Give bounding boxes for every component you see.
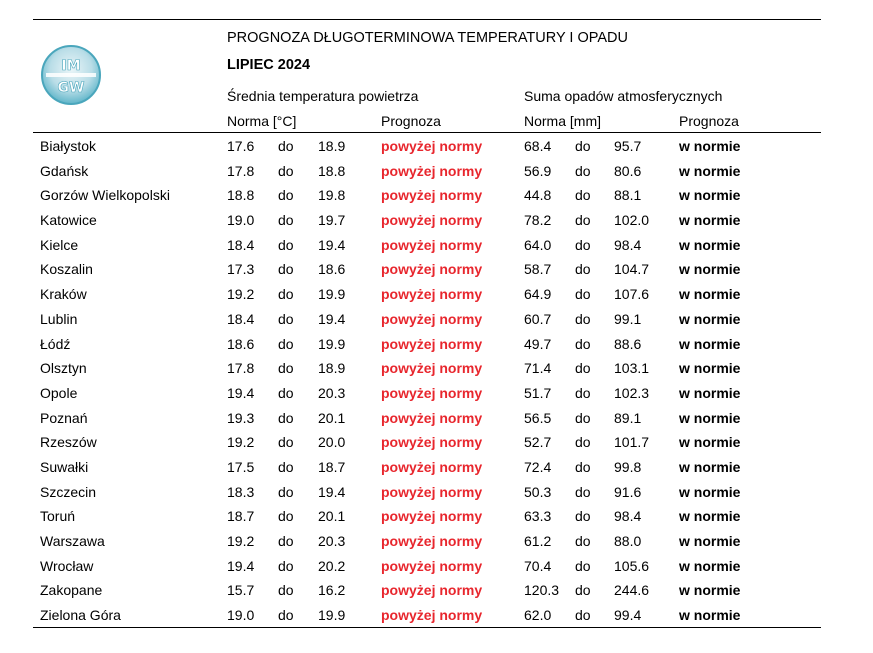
precipitation-norm-min: 49.7 — [524, 335, 552, 352]
temperature-norm-max: 19.9 — [318, 286, 346, 303]
precipitation-norm-header: Norma [mm] — [524, 113, 601, 129]
city-name: Suwałki — [40, 458, 89, 475]
temperature-norm-max: 19.4 — [318, 310, 346, 327]
precipitation-forecast: w normie — [679, 335, 741, 352]
temperature-range-separator: do — [278, 458, 294, 475]
table-row — [0, 283, 873, 308]
precipitation-norm-max: 98.4 — [614, 236, 642, 253]
temperature-norm-max: 20.3 — [318, 533, 346, 549]
precipitation-range-separator: do — [575, 557, 591, 574]
top-rule — [33, 19, 821, 20]
precipitation-range-separator: do — [575, 607, 591, 624]
precipitation-norm-min: 70.4 — [524, 557, 552, 574]
precipitation-range-separator: do — [575, 409, 591, 426]
precipitation-norm-min: 78.2 — [524, 212, 552, 229]
temperature-norm-min: 19.4 — [227, 557, 255, 574]
temperature-norm-max: 20.3 — [318, 384, 346, 401]
temperature-norm-min: 17.8 — [227, 360, 255, 377]
temperature-forecast: powyżej normy — [381, 409, 483, 426]
temperature-norm-min: 19.2 — [227, 533, 255, 549]
city-name: Rzeszów — [40, 434, 97, 451]
imgw-logo — [40, 44, 102, 106]
temperature-norm-min: 18.7 — [227, 508, 255, 525]
precipitation-norm-max: 89.1 — [614, 409, 642, 426]
temperature-norm-max: 19.4 — [318, 236, 346, 253]
temperature-forecast: powyżej normy — [381, 557, 483, 574]
precipitation-forecast: w normie — [679, 607, 741, 624]
precipitation-range-separator: do — [575, 335, 591, 352]
temperature-range-separator: do — [278, 335, 294, 352]
precipitation-norm-max: 99.8 — [614, 458, 642, 475]
precipitation-norm-max: 88.6 — [614, 335, 642, 352]
precipitation-norm-min: 61.2 — [524, 533, 552, 549]
temperature-range-separator: do — [278, 187, 294, 204]
table-row — [0, 184, 873, 209]
precipitation-norm-min: 44.8 — [524, 187, 552, 204]
precipitation-forecast: w normie — [679, 212, 741, 229]
temperature-range-separator: do — [278, 557, 294, 574]
temperature-norm-min: 18.4 — [227, 236, 255, 253]
precipitation-norm-max: 102.3 — [614, 384, 650, 401]
temperature-range-separator: do — [278, 236, 294, 253]
city-name: Łódź — [40, 335, 71, 352]
precipitation-range-separator: do — [575, 310, 591, 327]
city-name: Gorzów Wielkopolski — [40, 187, 170, 204]
temperature-range-separator: do — [278, 409, 294, 426]
bottom-rule — [33, 627, 821, 628]
temperature-forecast: powyżej normy — [381, 236, 483, 253]
temperature-range-separator: do — [278, 162, 294, 179]
temperature-forecast: powyżej normy — [381, 458, 483, 475]
precipitation-forecast: w normie — [679, 434, 741, 451]
temperature-range-separator: do — [278, 434, 294, 451]
temperature-norm-max: 16.2 — [318, 582, 346, 599]
precipitation-forecast: w normie — [679, 310, 741, 327]
temperature-norm-min: 19.2 — [227, 286, 255, 303]
temperature-forecast: powyżej normy — [381, 582, 483, 599]
precipitation-norm-max: 95.7 — [614, 138, 642, 154]
city-name: Opole — [40, 384, 78, 401]
precipitation-forecast: w normie — [679, 384, 741, 401]
temperature-norm-min: 18.6 — [227, 335, 255, 352]
table-row — [0, 209, 873, 234]
city-name: Olsztyn — [40, 360, 87, 377]
precipitation-group-header: Suma opadów atmosferycznych — [524, 88, 723, 104]
precipitation-norm-max: 99.1 — [614, 310, 642, 327]
city-name: Koszalin — [40, 261, 93, 278]
temperature-forecast: powyżej normy — [381, 508, 483, 525]
temperature-range-separator: do — [278, 286, 294, 303]
temperature-norm-max: 20.1 — [318, 409, 346, 426]
table-row — [0, 333, 873, 358]
precipitation-forecast: w normie — [679, 557, 741, 574]
precipitation-forecast: w normie — [679, 236, 741, 253]
temperature-forecast: powyżej normy — [381, 483, 483, 500]
table-row — [0, 160, 873, 185]
city-name: Lublin — [40, 310, 78, 327]
precipitation-norm-max: 103.1 — [614, 360, 650, 377]
precipitation-norm-min: 52.7 — [524, 434, 552, 451]
precipitation-norm-max: 99.4 — [614, 607, 642, 624]
temperature-forecast: powyżej normy — [381, 310, 483, 327]
temperature-norm-max: 19.4 — [318, 483, 346, 500]
temperature-forecast: powyżej normy — [381, 187, 483, 204]
temperature-norm-max: 20.1 — [318, 508, 346, 525]
table-row — [0, 407, 873, 432]
temperature-range-separator: do — [278, 607, 294, 624]
precipitation-forecast: w normie — [679, 187, 741, 204]
city-name: Kielce — [40, 236, 79, 253]
precipitation-norm-min: 60.7 — [524, 310, 552, 327]
precipitation-norm-max: 101.7 — [614, 434, 650, 451]
temperature-forecast: powyżej normy — [381, 384, 483, 401]
logo-bottom-text: GW — [57, 80, 85, 96]
temperature-norm-min: 17.8 — [227, 162, 255, 179]
table-row — [0, 135, 873, 160]
temperature-norm-min: 18.3 — [227, 483, 255, 500]
precipitation-range-separator: do — [575, 434, 591, 451]
precipitation-forecast-header: Prognoza — [679, 113, 739, 129]
temperature-norm-max: 19.7 — [318, 212, 346, 229]
temperature-norm-max: 19.9 — [318, 335, 346, 352]
header-rule — [33, 132, 821, 133]
precipitation-forecast: w normie — [679, 138, 741, 154]
city-name: Warszawa — [40, 533, 105, 549]
temperature-norm-max: 19.9 — [318, 607, 346, 624]
precipitation-range-separator: do — [575, 582, 591, 599]
city-name: Szczecin — [40, 483, 97, 500]
temperature-norm-min: 19.2 — [227, 434, 255, 451]
temperature-forecast-header: Prognoza — [381, 113, 441, 129]
city-name: Wrocław — [40, 557, 94, 574]
temperature-range-separator: do — [278, 360, 294, 377]
precipitation-forecast: w normie — [679, 261, 741, 278]
table-row — [0, 431, 873, 456]
precipitation-norm-min: 56.9 — [524, 162, 552, 179]
temperature-range-separator: do — [278, 582, 294, 599]
precipitation-norm-max: 80.6 — [614, 162, 642, 179]
table-row — [0, 382, 873, 407]
precipitation-forecast: w normie — [679, 582, 741, 599]
temperature-norm-max: 18.9 — [318, 138, 346, 154]
table-row — [0, 481, 873, 506]
temperature-norm-max: 18.6 — [318, 261, 346, 278]
precipitation-range-separator: do — [575, 138, 591, 154]
temperature-norm-min: 19.0 — [227, 212, 255, 229]
temperature-forecast: powyżej normy — [381, 162, 483, 179]
precipitation-range-separator: do — [575, 483, 591, 500]
precipitation-norm-max: 91.6 — [614, 483, 642, 500]
temperature-norm-max: 19.8 — [318, 187, 346, 204]
temperature-norm-min: 17.5 — [227, 458, 255, 475]
city-name: Zakopane — [40, 582, 103, 599]
precipitation-forecast: w normie — [679, 458, 741, 475]
precipitation-norm-min: 62.0 — [524, 607, 552, 624]
temperature-range-separator: do — [278, 508, 294, 525]
temperature-norm-min: 18.8 — [227, 187, 255, 204]
precipitation-forecast: w normie — [679, 360, 741, 377]
temperature-forecast: powyżej normy — [381, 607, 483, 624]
precipitation-norm-min: 50.3 — [524, 483, 552, 500]
precipitation-norm-max: 104.7 — [614, 261, 650, 278]
precipitation-range-separator: do — [575, 384, 591, 401]
temperature-norm-min: 19.4 — [227, 384, 255, 401]
precipitation-range-separator: do — [575, 508, 591, 525]
precipitation-range-separator: do — [575, 533, 591, 549]
precipitation-norm-max: 98.4 — [614, 508, 642, 525]
precipitation-range-separator: do — [575, 458, 591, 475]
precipitation-norm-min: 63.3 — [524, 508, 552, 525]
temperature-norm-min: 19.3 — [227, 409, 255, 426]
precipitation-norm-max: 88.1 — [614, 187, 642, 204]
city-name: Katowice — [40, 212, 97, 229]
precipitation-norm-min: 120.3 — [524, 582, 560, 599]
table-row — [0, 308, 873, 333]
city-name: Zielona Góra — [40, 607, 121, 624]
table-row — [0, 604, 873, 629]
precipitation-range-separator: do — [575, 261, 591, 278]
precipitation-norm-max: 102.0 — [614, 212, 650, 229]
city-name: Białystok — [40, 138, 97, 154]
precipitation-range-separator: do — [575, 212, 591, 229]
precipitation-forecast: w normie — [679, 508, 741, 525]
temperature-norm-min: 15.7 — [227, 582, 255, 599]
logo-top-text: IM — [61, 58, 81, 74]
precipitation-forecast: w normie — [679, 533, 741, 549]
temperature-forecast: powyżej normy — [381, 434, 483, 451]
temperature-range-separator: do — [278, 212, 294, 229]
precipitation-forecast: w normie — [679, 286, 741, 303]
table-row — [0, 505, 873, 530]
temperature-forecast: powyżej normy — [381, 360, 483, 377]
precipitation-range-separator: do — [575, 360, 591, 377]
document-title: PROGNOZA DŁUGOTERMINOWA TEMPERATURY I OPADU — [227, 30, 628, 46]
city-name: Toruń — [40, 508, 76, 525]
temperature-range-separator: do — [278, 483, 294, 500]
temperature-forecast: powyżej normy — [381, 138, 483, 154]
temperature-range-separator: do — [278, 533, 294, 549]
table-row — [0, 530, 873, 555]
temperature-norm-header: Norma [°C] — [227, 113, 297, 129]
precipitation-norm-min: 64.9 — [524, 286, 552, 303]
temperature-norm-max: 18.8 — [318, 162, 346, 179]
table-row — [0, 258, 873, 283]
precipitation-norm-max: 107.6 — [614, 286, 650, 303]
precipitation-norm-min: 56.5 — [524, 409, 552, 426]
precipitation-norm-min: 64.0 — [524, 236, 552, 253]
temperature-norm-max: 20.0 — [318, 434, 346, 451]
table-row — [0, 234, 873, 259]
precipitation-norm-min: 58.7 — [524, 261, 552, 278]
temperature-forecast: powyżej normy — [381, 286, 483, 303]
temperature-norm-max: 18.7 — [318, 458, 346, 475]
precipitation-norm-max: 105.6 — [614, 557, 650, 574]
temperature-norm-min: 19.0 — [227, 607, 255, 624]
precipitation-range-separator: do — [575, 236, 591, 253]
temperature-range-separator: do — [278, 310, 294, 327]
temperature-range-separator: do — [278, 384, 294, 401]
precipitation-norm-min: 68.4 — [524, 138, 552, 154]
temperature-norm-max: 20.2 — [318, 557, 346, 574]
temperature-range-separator: do — [278, 138, 294, 154]
temperature-forecast: powyżej normy — [381, 212, 483, 229]
precipitation-range-separator: do — [575, 286, 591, 303]
temperature-norm-max: 18.9 — [318, 360, 346, 377]
precipitation-norm-min: 71.4 — [524, 360, 552, 377]
city-name: Gdańsk — [40, 162, 89, 179]
temperature-norm-min: 18.4 — [227, 310, 255, 327]
temperature-group-header: Średnia temperatura powietrza — [227, 88, 419, 104]
temperature-range-separator: do — [278, 261, 294, 278]
table-row — [0, 456, 873, 481]
precipitation-range-separator: do — [575, 187, 591, 204]
table-row — [0, 357, 873, 382]
temperature-forecast: powyżej normy — [381, 533, 483, 549]
temperature-norm-min: 17.3 — [227, 261, 255, 278]
precipitation-range-separator: do — [575, 162, 591, 179]
temperature-forecast: powyżej normy — [381, 261, 483, 278]
precipitation-norm-max: 244.6 — [614, 582, 650, 599]
precipitation-norm-max: 88.0 — [614, 533, 642, 549]
city-name: Kraków — [40, 286, 87, 303]
forecast-table — [0, 135, 873, 629]
precipitation-forecast: w normie — [679, 483, 741, 500]
temperature-norm-min: 17.6 — [227, 138, 255, 154]
precipitation-norm-min: 72.4 — [524, 458, 552, 475]
document-subtitle: LIPIEC 2024 — [227, 57, 311, 73]
imgw-logo-icon — [40, 44, 102, 106]
city-name: Poznań — [40, 409, 88, 426]
table-row — [0, 555, 873, 580]
precipitation-norm-min: 51.7 — [524, 384, 552, 401]
precipitation-forecast: w normie — [679, 409, 741, 426]
precipitation-forecast: w normie — [679, 162, 741, 179]
temperature-forecast: powyżej normy — [381, 335, 483, 352]
table-row — [0, 579, 873, 604]
